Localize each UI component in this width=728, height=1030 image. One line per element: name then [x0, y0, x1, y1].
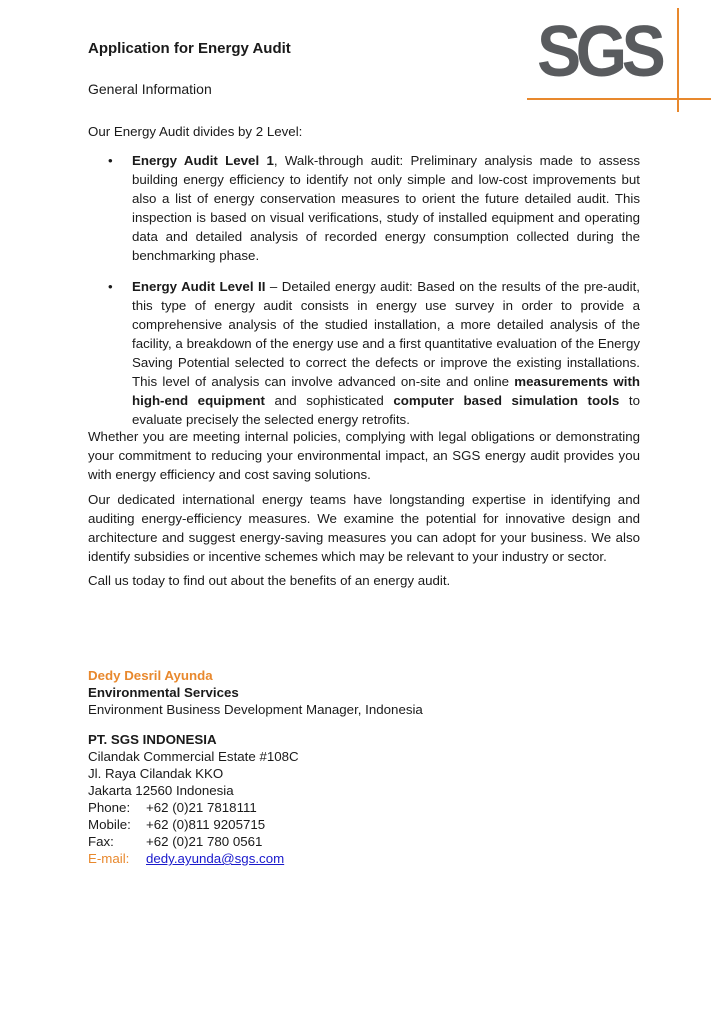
contact-role: Environment Business Development Manager, Indonesia — [88, 702, 423, 717]
bullet-icon: • — [108, 279, 113, 294]
level-1-text: , Walk-through audit: Preliminary analysis made to assess building energy efficiency to identify not only simple and low-cost improvements but also a list of energy conservation measures to orient the future detailed audit. This inspection is based on visual verifications, study of installed equipment and operating data and detailed analysis of recorded energy consumption collected during the benchmarking phase. — [132, 153, 640, 263]
fax-value: +62 (0)21 780 0561 — [146, 834, 263, 849]
paragraph-call-to-action: Call us today to find out about the benefits of an energy audit. — [88, 573, 451, 588]
intro-text: Our Energy Audit divides by 2 Level: — [88, 124, 303, 139]
paragraph-expertise: Our dedicated international energy teams have longstanding expertise in identifying and auditing energy-efficiency measures. We examine the potential for innovative design and architecture and suggest energy-saving measures you can adopt for your business. We also identify subsidies or incentive schemes which may be relevant to your industry or sector. — [88, 492, 640, 564]
level-2-text-2: and sophisticated — [264, 393, 394, 408]
logo-vertical-line — [677, 8, 679, 112]
mobile-label: Mobile: — [88, 817, 131, 832]
audit-levels-list — [88, 151, 640, 441]
bullet-icon: • — [108, 153, 113, 168]
fax-row — [88, 833, 488, 850]
company-name: PT. SGS INDONESIA — [88, 732, 217, 747]
paragraph-commitment: Whether you are meeting internal policies, complying with legal obligations or demonstrating your commitment to reducing your environmental impact, an SGS energy audit provides you with energy efficiency and cost saving solutions. — [88, 429, 640, 482]
contact-department: Environmental Services — [88, 685, 239, 700]
level-2-heading: Energy Audit Level II — [132, 279, 266, 294]
mobile-row — [88, 816, 488, 833]
level-2-emphasis-1: measurements with high-end equipment — [132, 374, 640, 408]
phone-row — [88, 799, 488, 816]
level-1-heading: Energy Audit Level 1 — [132, 153, 274, 168]
list-item-level-2 — [88, 277, 640, 429]
level-2-emphasis-2: computer based simulation tools — [393, 393, 620, 408]
level-2-text: – Detailed energy audit: Based on the results of the pre-audit, this type of energy audit consists in energy use survey in order to provide a comprehensive analysis of the studied installation, a more detailed analysis of the facility, a breakdown of the energy use and a first quantitative evaluation of the Energy Saving Potential selected to correct the defects or improve the existing installations. This level of analysis can involve advanced on-site and online — [132, 279, 640, 389]
section-heading: General Information — [88, 81, 212, 97]
email-link[interactable]: dedy.ayunda@sgs.com — [146, 851, 285, 866]
phone-label: Phone: — [88, 800, 131, 815]
address-line-1: Cilandak Commercial Estate #108C — [88, 749, 299, 764]
signature-block — [88, 667, 488, 867]
mobile-value: +62 (0)811 9205715 — [146, 817, 266, 832]
document-title: Application for Energy Audit — [88, 40, 291, 57]
email-row — [88, 850, 488, 867]
sgs-logo-text: SGS — [537, 12, 661, 92]
address-line-2: Jl. Raya Cilandak KKO — [88, 766, 224, 781]
fax-label: Fax: — [88, 834, 114, 849]
email-label: E-mail: — [88, 851, 130, 866]
level-2-text-3: to evaluate precisely the selected energy retrofits. — [132, 393, 640, 427]
list-item-level-1 — [88, 151, 640, 265]
phone-value: +62 (0)21 7818111 — [146, 800, 257, 815]
address-line-3: Jakarta 12560 Indonesia — [88, 783, 234, 798]
sgs-logo — [527, 8, 711, 112]
logo-horizontal-line — [527, 98, 711, 100]
contact-name: Dedy Desril Ayunda — [88, 668, 213, 683]
